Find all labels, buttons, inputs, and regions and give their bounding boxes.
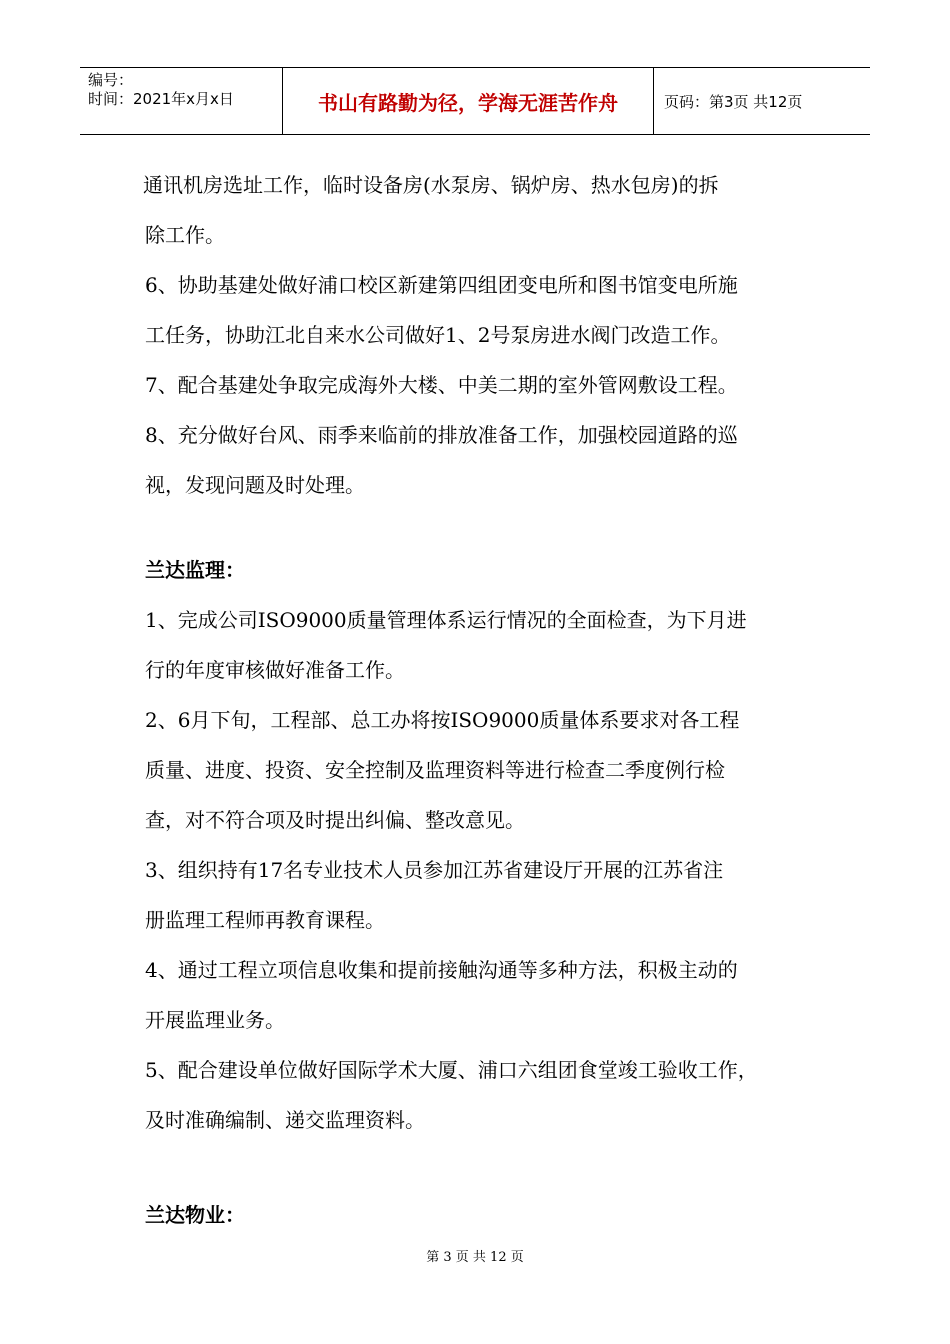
body-line: 质量、进度、投资、安全控制及监理资料等进行检查二季度例行检 — [145, 758, 725, 782]
body-line: 除工作。 — [145, 223, 225, 247]
body-line: 视，发现问题及时处理。 — [145, 473, 365, 497]
page-footer: 第 3 页 共 12 页 — [426, 1250, 524, 1265]
body-line: 册监理工程师再教育课程。 — [145, 908, 385, 932]
body-line: 8、充分做好台风、雨季来临前的排放准备工作，加强校园道路的巡 — [145, 423, 738, 447]
section-title-property: 兰达物业： — [145, 1203, 245, 1227]
body-line: 工任务，协助江北自来水公司做好1、2号泵房进水阀门改造工作。 — [145, 323, 731, 347]
body-line: 开展监理业务。 — [145, 1008, 285, 1032]
body-line: 5、配合建设单位做好国际学术大厦、浦口六组团食堂竣工验收工作， — [145, 1058, 758, 1082]
header-motto: 书山有路勤为径，学海无涯苦作舟 — [282, 68, 654, 134]
document-body — [145, 160, 825, 1240]
page-header — [80, 67, 870, 135]
body-line: 4、通过工程立项信息收集和提前接触沟通等多种方法，积极主动的 — [145, 958, 738, 982]
document-number-label: 编号： — [88, 71, 134, 89]
header-page-info: 页码：第3页 共12页 — [664, 92, 803, 111]
body-line: 2、6月下旬，工程部、总工办将按ISO9000质量体系要求对各工程 — [145, 708, 740, 732]
body-line: 通讯机房选址工作，临时设备房(水泵房、锅炉房、热水包房)的拆 — [143, 173, 719, 197]
section-title-supervision: 兰达监理： — [145, 558, 245, 582]
body-line: 1、完成公司ISO9000质量管理体系运行情况的全面检查，为下月进 — [145, 608, 747, 632]
body-line: 6、协助基建处做好浦口校区新建第四组团变电所和图书馆变电所施 — [145, 273, 738, 297]
document-time-label: 时间：2021年x月x日 — [88, 90, 234, 108]
header-meta — [80, 68, 282, 134]
body-line: 7、配合基建处争取完成海外大楼、中美二期的室外管网敷设工程。 — [145, 373, 738, 397]
body-line: 行的年度审核做好准备工作。 — [145, 658, 405, 682]
body-line: 3、组织持有17名专业技术人员参加江苏省建设厅开展的江苏省注 — [145, 858, 724, 882]
body-line: 查，对不符合项及时提出纠偏、整改意见。 — [145, 808, 525, 832]
body-line: 及时准确编制、递交监理资料。 — [145, 1108, 425, 1132]
